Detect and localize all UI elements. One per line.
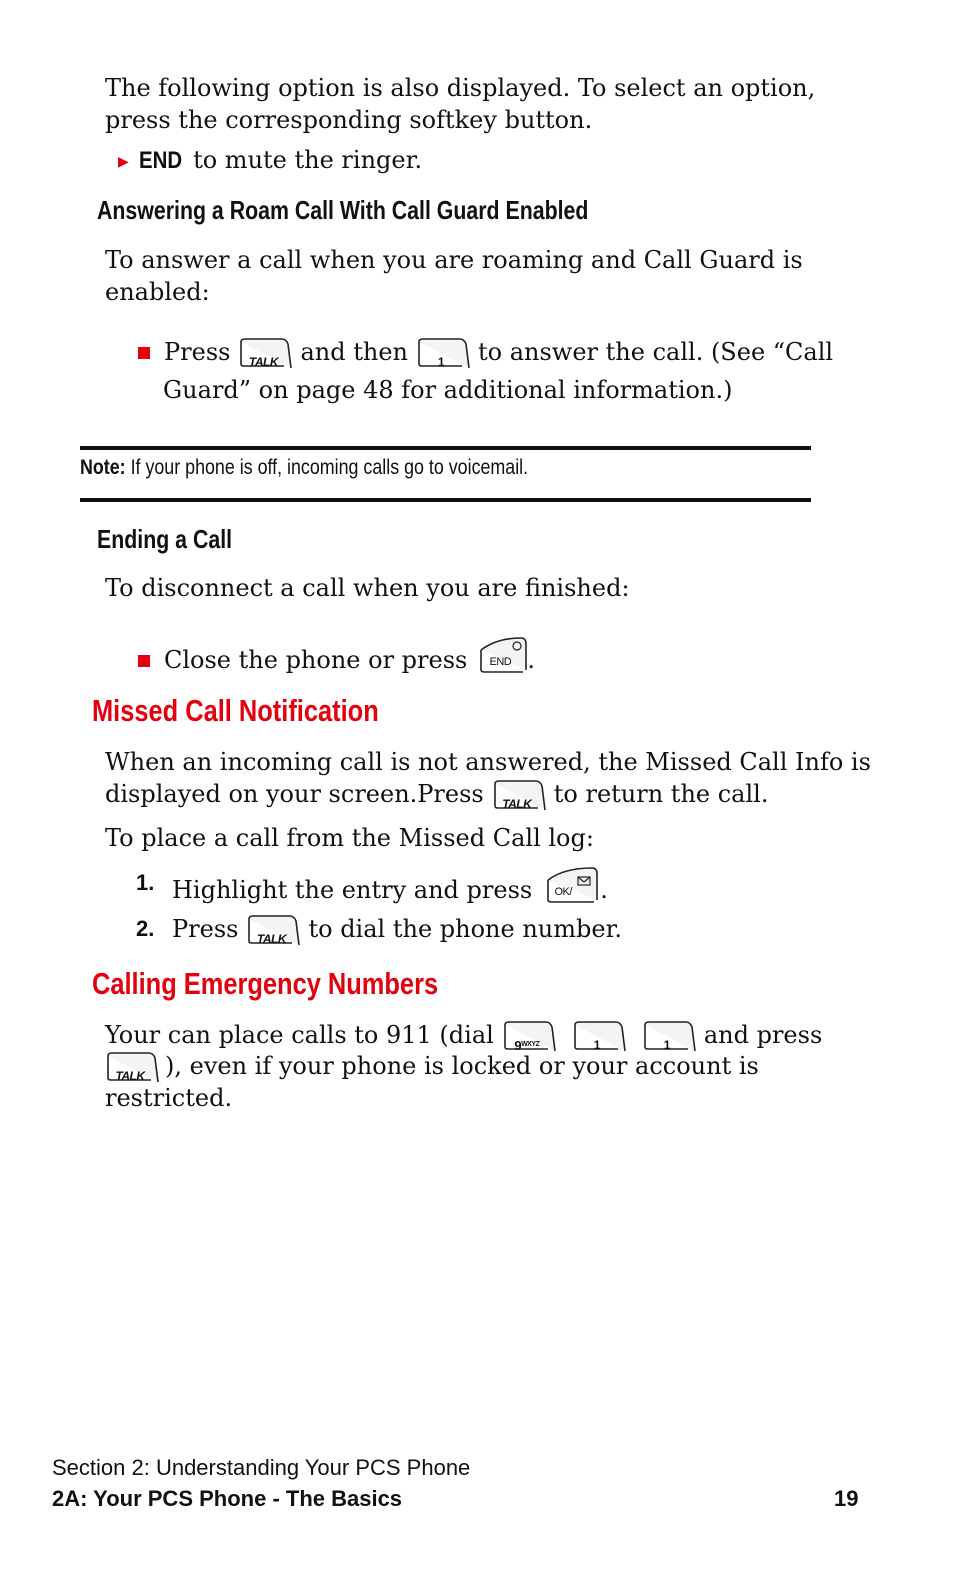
- footer-section: Section 2: Understanding Your PCS Phone: [52, 1455, 471, 1480]
- ending-step-text: Close the phone or press: [164, 646, 468, 674]
- note: [80, 456, 528, 480]
- one-key-icon: 1: [416, 338, 470, 370]
- missed-log-intro: To place a call from the Missed Call log:: [105, 824, 594, 852]
- one-key-icon: 1: [642, 1021, 696, 1053]
- missed-heading: Missed Call Notification: [92, 693, 379, 728]
- missed-step-1-after: .: [600, 876, 608, 904]
- emergency-line-2-text: ), even if your phone is locked or your account is: [165, 1052, 759, 1080]
- missed-step-2-text: Press: [172, 915, 239, 943]
- roam-step: [138, 336, 833, 370]
- note-text: If your phone is off, incoming calls go to voicemail.: [125, 456, 529, 479]
- ending-step: [138, 636, 535, 676]
- note-label: Note:: [80, 456, 126, 479]
- missed-body-line-1: When an incoming call is not answered, the Missed Call Info is: [105, 748, 871, 776]
- missed-body-line-2: [105, 778, 768, 812]
- emergency-line-3: restricted.: [105, 1084, 233, 1112]
- emergency-line-1-a: Your can place calls to 911 (dial: [105, 1021, 494, 1049]
- step-2-number: 2.: [136, 916, 155, 941]
- option-text: to mute the ringer.: [185, 146, 423, 174]
- option-item: [118, 144, 422, 178]
- square-bullet-icon: [138, 655, 150, 667]
- nine-key-icon: $9^{WXYZ}$: [502, 1021, 556, 1053]
- emergency-line-1: [105, 1019, 822, 1053]
- option-key-label: END: [138, 147, 182, 174]
- talk-key-icon: TALK: [492, 780, 546, 812]
- footer-chapter: 2A: Your PCS Phone - The Basics: [52, 1486, 403, 1511]
- missed-body-line-2-b: to return the call.: [553, 780, 769, 808]
- end-key-icon: END: [477, 636, 527, 674]
- roam-heading: Answering a Roam Call With Call Guard Enabled: [97, 195, 589, 225]
- ending-body: To disconnect a call when you are finished:: [105, 574, 630, 602]
- note-top-rule: [80, 446, 811, 450]
- roam-step-press: Press: [164, 338, 231, 366]
- talk-key-icon: TALK: [246, 915, 300, 947]
- square-bullet-icon: [138, 347, 150, 359]
- ending-heading: Ending a Call: [97, 524, 233, 554]
- talk-key-icon: TALK: [238, 338, 292, 370]
- missed-step-1-text: Highlight the entry and press: [172, 876, 533, 904]
- missed-body-line-2-a: displayed on your screen.Press: [105, 780, 484, 808]
- talk-key-icon: TALK: [105, 1052, 159, 1084]
- roam-body-line-2: enabled:: [105, 278, 210, 306]
- emergency-line-1-b: and press: [703, 1021, 823, 1049]
- missed-step-2-after: to dial the phone number.: [308, 915, 623, 943]
- ok-key-icon: OK/: [544, 866, 598, 904]
- intro-line-2: press the corresponding softkey button.: [105, 106, 593, 134]
- arrow-bullet-icon: ▶: [118, 154, 129, 170]
- missed-step-1: [172, 866, 608, 906]
- note-bottom-rule: [80, 498, 811, 502]
- roam-step-rest-2: Guard” on page 48 for additional information.): [163, 376, 733, 404]
- roam-body-line-1: To answer a call when you are roaming and Call Guard is: [105, 246, 803, 274]
- intro-line-1: The following option is also displayed. To select an option,: [105, 74, 816, 102]
- one-key-icon: 1: [572, 1021, 626, 1053]
- roam-step-and-then: and then: [300, 338, 408, 366]
- missed-step-2: [172, 913, 622, 947]
- ending-step-end: .: [527, 646, 535, 674]
- page-number: 19: [834, 1486, 859, 1511]
- emergency-line-2: [105, 1050, 759, 1084]
- step-1-number: 1.: [136, 870, 155, 895]
- emergency-heading: Calling Emergency Numbers: [92, 966, 439, 1001]
- roam-step-rest-1: to answer the call. (See “Call: [478, 338, 834, 366]
